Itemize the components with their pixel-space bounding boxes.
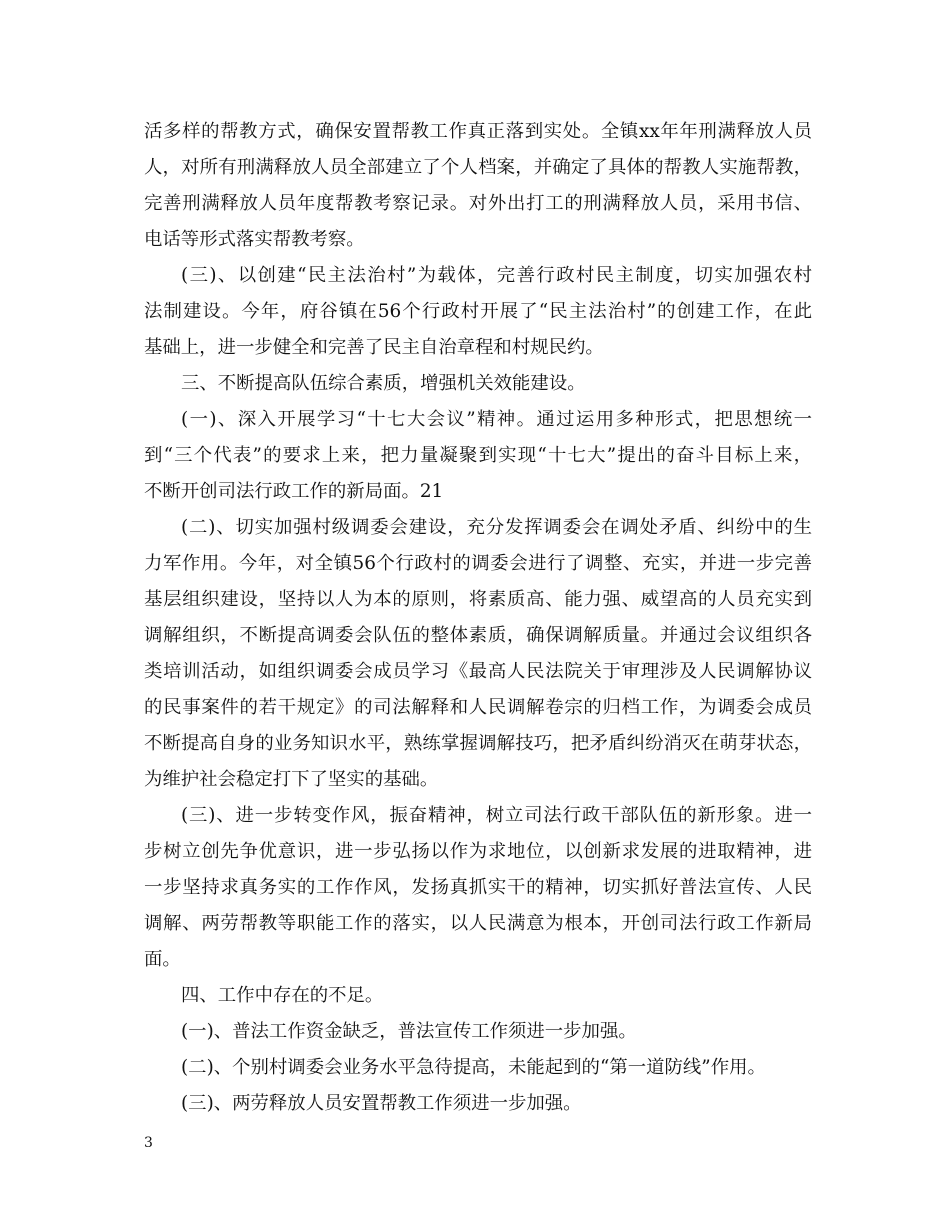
list-item: (二)、个别村调委会业务水平急待提高，未能起到的“第一道防线”作用。 [181,1057,766,1078]
text-line: 基础上，进一步健全和完善了民主自治章程和村规民约。 [144,337,604,358]
text-line: 一步坚持求真务实的工作作风，发扬真抓实干的精神，切实抓好普法宣传、人民 [144,877,812,898]
text-line: 到“三个代表”的要求上来，把力量凝聚到实现“十七大”提出的奋斗目标上来， [144,445,812,466]
text-line: 面。 [144,949,181,970]
text-line: 人，对所有刑满释放人员全部建立了个人档案，并确定了具体的帮教人实施帮教， [144,157,812,178]
text-line: 的民事案件的若干规定》的司法解释和人民调解卷宗的归档工作，为调委会成员 [144,697,812,718]
text-line: 电话等形式落实帮教考察。 [144,229,365,250]
text-line: 不断开创司法行政工作的新局面。21 [144,481,444,502]
page-number: 3 [144,1135,153,1151]
section-heading: 四、工作中存在的不足。 [181,985,384,1006]
text-line: 活多样的帮教方式，确保安置帮教工作真正落到实处。全镇xx年年刑满释放人员 [144,121,812,142]
text-line: 法制建设。今年，府谷镇在56个行政村开展了“民主法治村”的创建工作，在此 [144,301,812,322]
text-line: 步树立创先争优意识，进一步弘扬以作为求地位，以创新求发展的进取精神，进 [144,841,812,862]
section-heading: 三、不断提高队伍综合素质，增强机关效能建设。 [181,373,586,394]
text-line: 调解组织，不断提高调委会队伍的整体素质，确保调解质量。并通过会议组织各 [144,625,812,646]
text-line: 为维护社会稳定打下了坚实的基础。 [144,769,439,790]
text-line: 调解、两劳帮教等职能工作的落实，以人民满意为根本，开创司法行政工作新局 [144,913,812,934]
text-line: (三)、进一步转变作风，振奋精神，树立司法行政干部队伍的新形象。进一 [181,805,812,826]
list-item: (三)、两劳释放人员安置帮教工作须进一步加强。 [181,1093,582,1114]
text-line: (一)、深入开展学习“十七大会议”精神。通过运用多种形式，把思想统一 [181,409,812,430]
list-item: (一)、普法工作资金缺乏，普法宣传工作须进一步加强。 [181,1021,637,1042]
text-line: 力军作用。今年，对全镇56个行政村的调委会进行了调整、充实，并进一步完善 [144,553,812,574]
text-line: 完善刑满释放人员年度帮教考察记录。对外出打工的刑满释放人员，采用书信、 [144,193,812,214]
text-line: (二)、切实加强村级调委会建设，充分发挥调委会在调处矛盾、纠纷中的生 [181,517,812,538]
text-line: (三)、以创建“民主法治村”为载体，完善行政村民主制度，切实加强农村 [181,265,812,286]
text-line: 基层组织建设，坚持以人为本的原则，将素质高、能力强、威望高的人员充实到 [144,589,812,610]
text-line: 类培训活动，如组织调委会成员学习《最高人民法院关于审理涉及人民调解协议 [144,661,812,682]
text-line: 不断提高自身的业务知识水平，熟练掌握调解技巧，把矛盾纠纷消灭在萌芽状态， [144,733,812,754]
